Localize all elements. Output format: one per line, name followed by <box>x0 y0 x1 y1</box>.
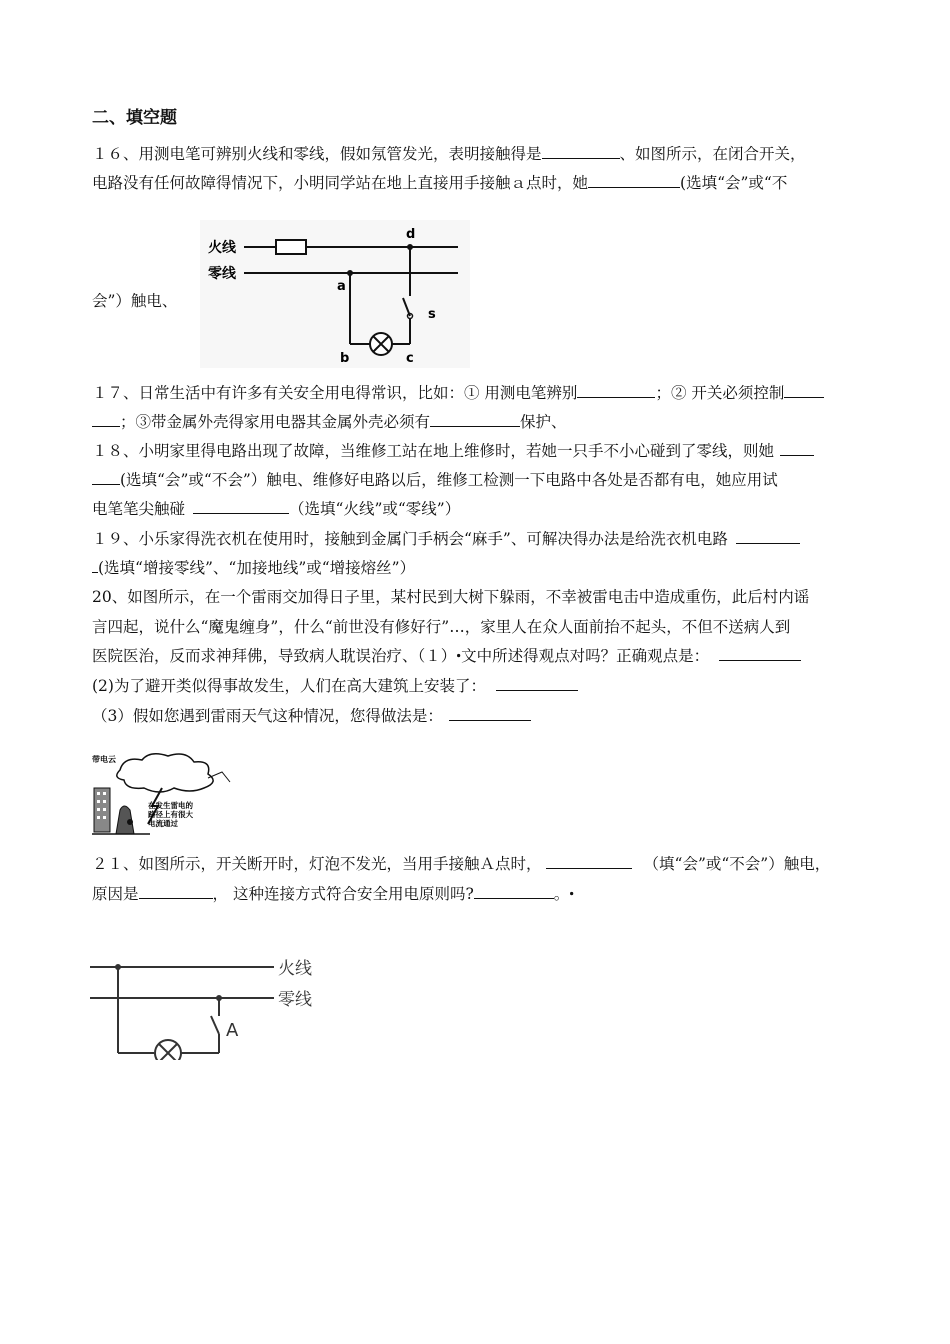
q21-circuit-diagram <box>88 950 328 1060</box>
q20-note-line-3: 电流通过 <box>148 819 178 828</box>
q21-text-1b: （填“会”或“不会”）触电， <box>643 855 831 873</box>
section-title: 二、填空题 <box>92 108 177 128</box>
label-a: a <box>337 279 346 294</box>
q21-text-2c: 。 <box>553 885 570 903</box>
q16-text-1: １６、用测电笔可辨别火线和零线，假如氖管发光，表明接触得是 <box>92 145 542 163</box>
label-d: d <box>406 227 416 242</box>
q16-circuit-diagram <box>200 220 470 368</box>
q21-blank-1[interactable] <box>546 854 632 869</box>
q20-note-line-1: 在发生雷电的 <box>148 801 193 810</box>
q18-line-3 <box>92 499 460 519</box>
q19-line-2 <box>92 558 415 578</box>
q17-line-2 <box>92 412 567 432</box>
q16-line-2 <box>92 173 787 193</box>
q18-text-2b: (选填“会”或“不会”）触电、维修好电路以后，维修工检测一下电路中各处是否都有电，她应用试 <box>120 471 778 489</box>
q17-blank-1[interactable] <box>577 383 655 398</box>
q17-blank-2a[interactable] <box>784 383 824 398</box>
q16-line-1 <box>92 144 806 164</box>
q21-text-1: ２１、如图所示，开关断开时，灯泡不发光，当用手接触Ａ点时， <box>92 855 542 873</box>
q20-line-2 <box>92 617 790 637</box>
q21-switch-blade-icon <box>211 1016 219 1034</box>
window-icon <box>97 808 100 811</box>
q19-line-1 <box>92 529 800 549</box>
q20-blank-2[interactable] <box>496 676 578 691</box>
window-icon <box>103 816 106 819</box>
label-c: c <box>406 351 414 366</box>
q20-lightning-figure <box>90 748 240 836</box>
q17-text-1: １７、日常生活中有许多有关安全用电得常识，比如：① 用测电笔辨别 <box>92 384 578 402</box>
q20-mark: ꞏ <box>456 646 462 665</box>
window-icon <box>97 800 100 803</box>
q21-lamp-icon <box>155 1040 181 1060</box>
cloud-icon <box>117 754 213 792</box>
q20-blank-3[interactable] <box>449 706 531 721</box>
window-icon <box>103 800 106 803</box>
q16-fire-label: 火线 <box>208 240 236 256</box>
q16-figure-background <box>200 220 470 368</box>
q17-text-2c: 保护、 <box>520 413 567 431</box>
q18-line-2 <box>92 470 778 490</box>
q17-text-1b: ；② 开关必须控制 <box>655 384 785 402</box>
q18-blank-2[interactable] <box>193 499 289 514</box>
q16-text-2b: (选填“会”或“不 <box>680 174 788 192</box>
q17-line-1 <box>92 383 824 403</box>
q21-text-2: 原因是 <box>92 885 139 903</box>
q21-fire-label: 火线 <box>278 959 312 979</box>
q16-line-3 <box>92 291 177 311</box>
q16-text-3: 会”）触电、 <box>92 292 178 310</box>
q20-cloud-label: 带电云 <box>92 755 116 764</box>
q19-text-2b: (选填“增接零线”、“加接地线”或“增接熔丝”） <box>98 559 416 577</box>
q21-text-2b: ， 这种连接方式符合安全用电原则吗? <box>212 885 474 903</box>
label-s: s <box>428 307 436 322</box>
window-icon <box>103 792 106 795</box>
q19-text-1: １９、小乐家得洗衣机在使用时，接触到金属门手柄会“麻手”、可解决得办法是给洗衣机电路 <box>92 530 728 548</box>
q21-mark: ꞏ <box>569 884 575 903</box>
q21-line-1 <box>92 854 830 874</box>
q18-blank-1a[interactable] <box>780 441 814 456</box>
q20-line-3 <box>92 646 801 666</box>
q21-label-A: A <box>226 1020 239 1041</box>
q20-line-1 <box>92 587 809 607</box>
q20-text-4: (2)为了避开类似得事故发生，人们在高大建筑上安装了： <box>92 677 486 695</box>
q18-blank-1b[interactable] <box>92 470 120 485</box>
q18-text-3b: （选填“火线”或“零线”） <box>289 500 461 518</box>
q16-zero-label: 零线 <box>208 266 236 282</box>
q18-text-1: １８、小明家里得电路出现了故障，当维修工站在地上维修时，若她一只手不小心碰到了零线，则她 <box>92 442 775 460</box>
window-icon <box>103 808 106 811</box>
label-b: b <box>340 351 350 366</box>
window-icon <box>97 816 100 819</box>
q20-line-5 <box>92 706 531 726</box>
q20-text-1: 20、如图所示，在一个雷雨交加得日子里，某村民到大树下躲雨，不幸被雷电击中造成重伤，此后村内谣 <box>92 588 810 606</box>
window-icon <box>97 792 100 795</box>
building-icon <box>94 788 110 832</box>
q21-zero-label: 零线 <box>278 990 312 1010</box>
q21-blank-3[interactable] <box>474 884 554 899</box>
q20-text-5: （3）假如您遇到雷雨天气这种情况，您得做法是： <box>92 707 443 725</box>
q21-blank-2[interactable] <box>139 884 213 899</box>
q18-line-1 <box>92 441 814 461</box>
q20-text-2: 言四起，说什么“魔鬼缠身”，什么“前世没有修好行”…，家里人在众人面前抬不起头，不但不送病人到 <box>92 618 791 636</box>
q20-note-line-2: 路径上有很大 <box>148 810 193 819</box>
q16-blank-1[interactable] <box>542 144 620 159</box>
person-icon <box>127 819 133 825</box>
q20-text-3b: 文中所述得观点对吗？正确观点是： <box>461 647 710 665</box>
q20-line-4 <box>92 676 578 696</box>
q17-blank-3[interactable] <box>430 412 520 427</box>
q17-blank-2b[interactable] <box>92 412 120 427</box>
q20-blank-1[interactable] <box>719 646 801 661</box>
q16-text-1b: 、如图所示，在闭合开关， <box>619 145 806 163</box>
fuse-icon <box>276 240 306 254</box>
q20-text-3: 医院医治，反而求神拜佛，导致病人耽误治疗、（１） <box>92 647 457 665</box>
q19-blank-a[interactable] <box>736 529 800 544</box>
q21-line-2 <box>92 884 574 904</box>
q16-text-2: 电路没有任何故障得情况下，小明同学站在地上直接用手接触ａ点时，她 <box>92 174 589 192</box>
q16-blank-2[interactable] <box>588 173 680 188</box>
q18-text-3: 电笔笔尖触碰 <box>92 500 186 518</box>
q17-text-2b: ；③带金属外壳得家用电器其金属外壳必须有 <box>120 413 431 431</box>
